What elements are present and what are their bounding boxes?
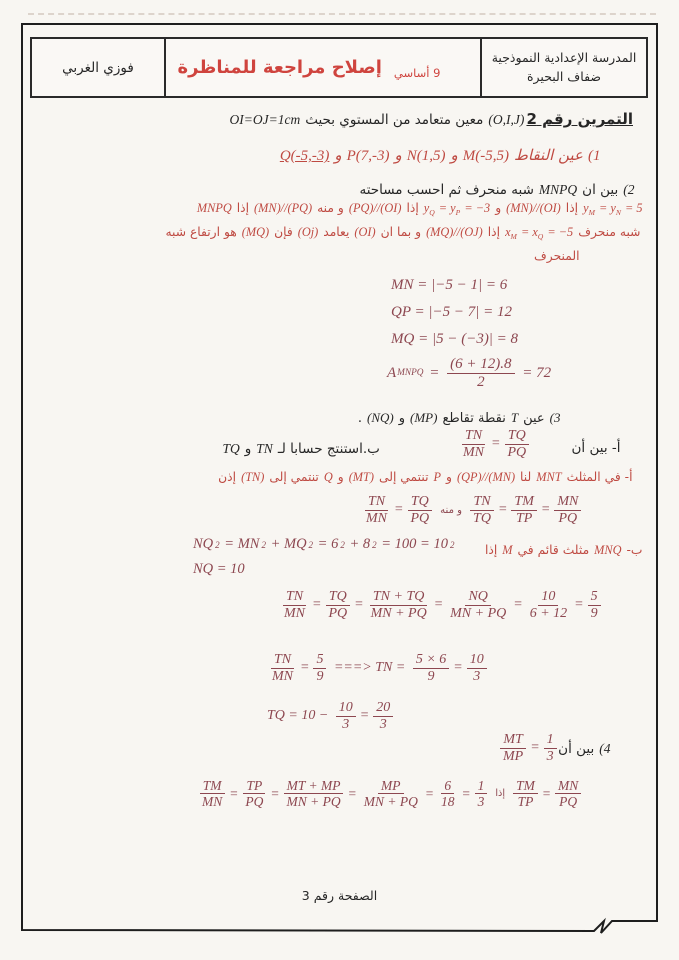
- equation-thales: $\frac{TN}{MN}$ = $\frac{TQ}{PQ}$ و منه $\frac{TN}{TQ}$ = $\frac{TM}{TP}$ = $\frac{MN}{PQ}$: [360, 494, 584, 526]
- fraction: $\frac{5 \times 6}{9}$: [413, 652, 449, 684]
- fraction: $\frac{6}{18}$: [440, 778, 455, 810]
- fraction: $\frac{MN}{PQ}$: [555, 778, 581, 809]
- question-3a-label: أ- بين أن: [571, 440, 621, 456]
- equation-mn: MN = |−5 − 1| = 6: [391, 277, 508, 293]
- scan-artifact-line: [28, 13, 656, 15]
- proof-trapezoid-line-1: $y_M = y_N$ = 5إذا(MN)//(OI)وy$_Q$ = $y_P$ = −3إذا(PQ)//(OI)و منه(MN)//(PQ)إذاMNPQ: [196, 201, 643, 218]
- fraction: $\frac{MP}{MN + PQ}$: [363, 778, 418, 810]
- school-line-1: المدرسة الإعدادية النموذجية: [491, 49, 637, 65]
- fraction: $\frac{MN}{PQ}$: [554, 494, 581, 526]
- fraction: $\frac{1}{3}$: [544, 732, 557, 764]
- fraction: $\frac{NQ}{MN + PQ}$: [450, 589, 507, 621]
- proof-trapezoid-line-2: شبه منحرفx$_M$ = $x_Q$ = −5إذا(MQ)//(OJ)و بما ان(OI)يعامد(Oj)فإن(MQ)هو ارتفاع شبه: [165, 225, 641, 242]
- fraction: $\frac{(6 + 12).8}{2}$: [447, 356, 514, 391]
- equation-4-proof: $\frac{TM}{MN}$ = $\frac{TP}{PQ}$ = $\frac{MT + MP}{MN + PQ}$ = $\frac{MP}{MN + PQ}$ = $\frac{6}{18}$ = $\frac{1}{3}$ إذا $\frac{TM}{TP}$ = $\frac{MN}{PQ}$: [196, 778, 584, 809]
- fraction: $\frac{TQ}{PQ}$: [407, 494, 432, 526]
- fraction: $\frac{10}{3}$: [336, 700, 356, 732]
- exercise-intro: (O,I,J)معين متعامد من المستوي بحيثOI=OJ=1cm: [229, 112, 525, 128]
- document-title: إصلاح مراجعة للمناظرة: [177, 57, 382, 78]
- fraction: $\frac{TN}{MN}$: [463, 428, 484, 460]
- equation-ratio-chain: $\frac{TN}{MN}$ = $\frac{TQ}{PQ}$ = $\frac{TN + TQ}{MN + PQ}$ = $\frac{NQ}{MN + PQ}$ = $\frac{10}{6 + 12}$ = $\frac{5}{9}$: [278, 589, 604, 621]
- equation-4-target: $\frac{MT}{MP}$ = $\frac{1}{3}$: [497, 732, 560, 764]
- fraction: $\frac{TN + TQ}{MN + PQ}$: [370, 589, 427, 621]
- question-3b-label: ب.استنتج حسابا لـTNوTQ: [222, 441, 380, 457]
- equation-mq: MQ = |5 − (−3)| = 8: [391, 331, 519, 347]
- fraction: $\frac{TN}{MN}$: [272, 652, 293, 684]
- school-name: [482, 39, 646, 96]
- header-table: [30, 37, 648, 98]
- fraction: $\frac{TN}{MN}$: [284, 589, 305, 621]
- fraction: $\frac{TN}{MN}$: [366, 494, 387, 526]
- teacher-name: فوزي الغربي: [62, 59, 134, 76]
- fraction: $\frac{5}{9}$: [313, 652, 326, 684]
- equation-nq-value: NQ = 10: [193, 561, 245, 577]
- fraction: $\frac{TM}{TP}$: [511, 494, 536, 526]
- question-3: (3عينTنقطة تقاطع(MP)و(NQ).: [357, 410, 561, 426]
- fraction: $\frac{5}{9}$: [588, 589, 601, 621]
- fraction: $\frac{20}{3}$: [373, 700, 393, 732]
- fraction: $\frac{10}{6 + 12}$: [529, 589, 568, 621]
- equation-pythagoras: NQ 2 = MN 2 + MQ 2 = 6 2 + 8 2 = 100 = 10 2: [193, 536, 455, 552]
- answer-3a-text: أ- في المثلثMNTلنا(QP)//(MN)وPتنتمي إلى(MT)وQتنتمي إلى(TN)إذن: [218, 470, 633, 484]
- question-4-label: (4بين أن: [558, 741, 611, 757]
- equation-area: A MNPQ = $\frac{(6 + 12).8}{2}$ = 72: [387, 356, 552, 390]
- school-line-2: ضفاف البحيرة: [526, 68, 602, 84]
- answer-3b-text: ب-MNQمثلث قائم فيMإذا: [484, 543, 643, 557]
- fraction: $\frac{TM}{MN}$: [199, 778, 225, 809]
- fraction: $\frac{TQ}{PQ}$: [325, 589, 350, 621]
- fraction: $\frac{MT}{MP}$: [500, 732, 526, 764]
- fraction: $\frac{MT + MP}{MN + PQ}$: [284, 778, 344, 809]
- fraction: $\frac{TP}{PQ}$: [245, 778, 264, 810]
- equation-tn-value: $\frac{TN}{MN}$ = $\frac{5}{9}$ ===> TN = $\frac{5 \times 6}{9}$ = $\frac{10}{3}$: [266, 652, 490, 684]
- document-title-group: [178, 57, 441, 78]
- fraction: $\frac{TN}{TQ}$: [470, 494, 494, 526]
- fraction: $\frac{TQ}{PQ}$: [504, 428, 529, 460]
- page-number: الصفحة رقم 3: [301, 888, 378, 903]
- question-2: (2بين انMNPQشبه منحرف ثم احسب مساحته: [359, 182, 635, 198]
- fraction: $\frac{TM}{TP}$: [513, 778, 538, 809]
- proof-trapezoid-line-3: المنحرف: [534, 249, 580, 263]
- grade-label: 9 أساسي: [393, 65, 441, 80]
- equation-3a-ratio: $\frac{TN}{MN}$ = $\frac{TQ}{PQ}$: [457, 428, 532, 460]
- document-title-cell: [164, 39, 482, 96]
- question-1: (1عين النقاطM(-5,5)وN(1,5)وP(7,-3)وQ(-5,-3): [279, 146, 601, 164]
- fraction: $\frac{1}{3}$: [475, 778, 488, 809]
- equation-tq-value: TQ = 10 − $\frac{10}{3}$ = $\frac{20}{3}$: [266, 700, 396, 732]
- equation-qp: QP = |−5 − 7| = 12: [391, 304, 512, 320]
- fraction: $\frac{10}{3}$: [467, 652, 487, 684]
- exercise-heading: التمرين رقم 2: [526, 110, 633, 128]
